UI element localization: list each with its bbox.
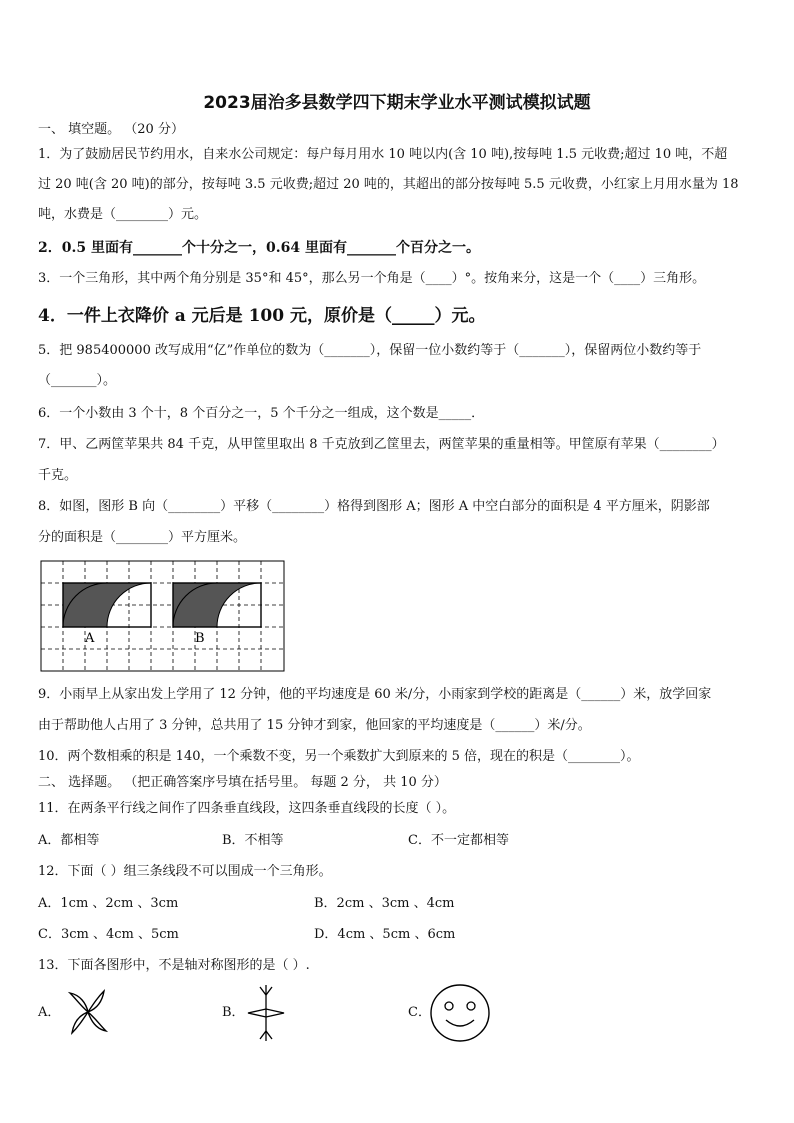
q11: 11．在两条平行线之间作了四条垂直线段，这四条垂直线段的长度（ ）。 [38, 801, 456, 816]
grid-figure [40, 560, 286, 674]
label-a: A [85, 631, 95, 646]
q9-line1: 9．小雨早上从家出发上学用了 12 分钟，他的平均速度是 60 米/分，小雨家到学校的距离是（______）米，放学回家 [38, 687, 712, 702]
page-title: 2023届治多县数学四下期末学业水平测试模拟试题 [203, 93, 591, 113]
q1-line2: 过 20 吨(含 20 吨)的部分，按每吨 3.5 元收费;超过 20 吨的，其超出的部分按每吨 5.5 元收费，小红家上月用水量为 18 [38, 177, 739, 192]
q9-line2: 由于帮助他人占用了 3 分钟，总共用了 15 分钟才到家，他回家的平均速度是（______）米/分。 [38, 718, 591, 733]
q10: 10．两个数相乘的积是 140，一个乘数不变，另一个乘数扩大到原来的 5 倍，现在的积是（________）。 [38, 749, 640, 764]
q8-line2: 分的面积是（________）平方厘米。 [38, 530, 247, 545]
q7-line2: 千克。 [38, 468, 78, 483]
smiley-face-icon [428, 982, 492, 1044]
q3: 3．一个三角形，其中两个角分别是 35°和 45°，那么另一个角是（____）°。按角来分，这是一个（____）三角形。 [38, 271, 706, 286]
shape-a [63, 583, 151, 627]
q5-line2: （_______）。 [38, 373, 117, 388]
section-fill-blank: 一、 填空题。 （20 分） [38, 122, 184, 137]
q5-line1: 5．把 985400000 改写成用“亿”作单位的数为（_______），保留一位小数约等于（_______），保留两位小数约等于 [38, 343, 702, 358]
q13-option-b: B． [222, 1005, 245, 1020]
q7-line1: 7．甲、乙两筐苹果共 84 千克，从甲筐里取出 8 千克放到乙筐里去，两筐苹果的重量相等。甲筐原有苹果（________） [38, 437, 725, 452]
q6: 6．一个小数由 3 个十，8 个百分之一，5 个千分之一组成，这个数是_____． [38, 406, 485, 421]
q11-option-c: C．不一定都相等 [408, 833, 509, 848]
q13: 13．下面各图形中，不是轴对称图形的是（ ）. [38, 958, 310, 973]
pinwheel-icon [58, 985, 118, 1039]
q13-option-a: A． [38, 1005, 61, 1020]
q1-line1: 1．为了鼓励居民节约用水，自来水公司规定：每户每月用水 10 吨以内(含 10 吨),按每吨 1.5 元收费;超过 10 吨，不超 [38, 147, 728, 162]
q4: 4．一件上衣降价 a 元后是 100 元，原价是（_____）元。 [38, 306, 486, 326]
q11-option-b: B．不相等 [222, 833, 284, 848]
q1-line3: 吨，水费是（________）元。 [38, 207, 208, 222]
label-b: B [195, 631, 205, 646]
section-choice: 二、 选择题。 （把正确答案序号填在括号里。 每题 2 分， 共 10 分） [38, 775, 447, 790]
q8-line1: 8．如图，图形 B 向（________）平移（________）格得到图形 A；图形 A 中空白部分的面积是 4 平方厘米，阴影部 [38, 499, 710, 514]
q11-option-a: A．都相等 [38, 833, 100, 848]
q13-option-c: C． [408, 1005, 431, 1020]
q12-option-a: A．1cm 、2cm 、3cm [38, 896, 179, 911]
cross-shape-icon [244, 983, 288, 1043]
q12-option-c: C．3cm 、4cm 、5cm [38, 927, 179, 942]
q12-option-b: B．2cm 、3cm 、4cm [314, 896, 455, 911]
q12-option-d: D．4cm 、5cm 、6cm [314, 927, 456, 942]
q2: 2．0.5 里面有_______个十分之一，0.64 里面有_______个百分之一。 [38, 240, 480, 256]
q12: 12．下面（ ）组三条线段不可以围成一个三角形。 [38, 864, 332, 879]
